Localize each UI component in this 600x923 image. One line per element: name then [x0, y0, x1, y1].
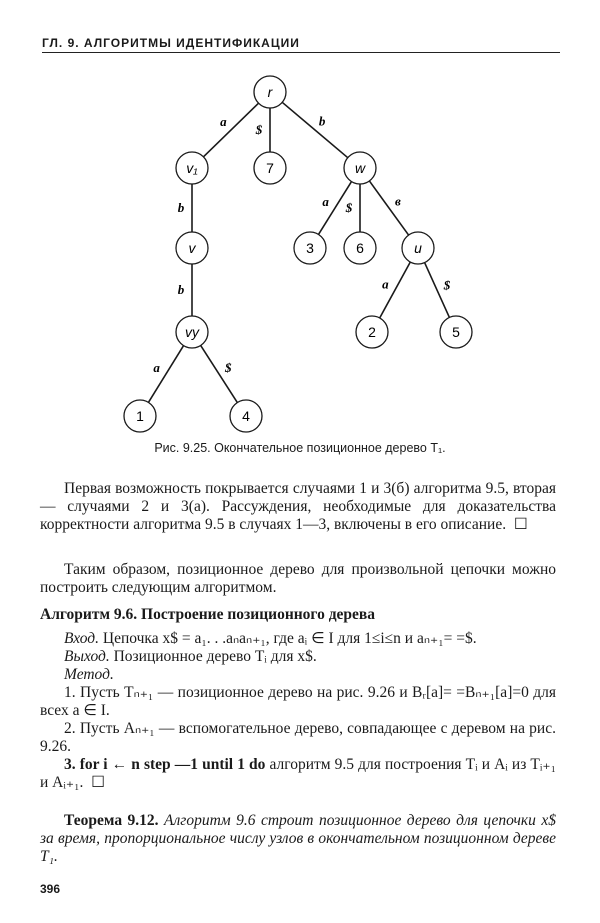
output-label: Выход. — [64, 648, 110, 665]
tree-nodes — [124, 76, 472, 432]
theorem-text: Алгоритм 9.6 строит позиционное дерево для цепочки x$ за время, пропорциональное числу узлов в окончательном позиционном дереве T₁. — [40, 812, 556, 865]
input-label: Вход. — [64, 630, 100, 647]
tree-node-r — [254, 76, 286, 108]
edge-r-w — [282, 102, 348, 157]
qed-mark-2: ☐ — [91, 774, 106, 791]
svg-text:6: 6 — [356, 240, 364, 256]
tree-node-v1 — [176, 152, 208, 184]
algorithm-body — [40, 630, 556, 792]
tree-node-w — [344, 152, 376, 184]
method-label: Метод. — [64, 666, 114, 683]
theorem — [40, 812, 556, 866]
step-1: 1. Пусть Tₙ₊₁ — позиционное дерево на рис. 9.26 и Bᵣ[a]= =Bₙ₊₁[a]=0 для всех a ∈ I. — [40, 684, 556, 719]
svg-text:7: 7 — [266, 160, 274, 176]
tree-node-vy — [176, 316, 208, 348]
tree-node-n3 — [294, 232, 326, 264]
svg-text:v₁: v₁ — [186, 160, 198, 176]
edge-label-u-n2: a — [382, 276, 389, 292]
tree-node-u — [402, 232, 434, 264]
p1-text: Первая возможность покрывается случаями 1 и 3(б) алгоритма 9.5, вторая — случаями 2 и 3(а). Рассуждения, необходимые для доказательства корректности алгоритма 9.5 в случаях 1—3, включены в его описание. — [40, 480, 556, 533]
qed-mark: ☐ — [513, 516, 528, 533]
tree-node-n5 — [440, 316, 472, 348]
tree-node-v — [176, 232, 208, 264]
p2-text: Таким образом, позиционное дерево для произвольной цепочки можно построить следующим алгоритмом. — [40, 561, 556, 596]
input-text: Цепочка x$ = a₁. . .aₙaₙ₊₁, где aᵢ ∈ I для 1≤i≤n и aₙ₊₁= =$. — [102, 630, 477, 647]
svg-text:vy: vy — [185, 324, 199, 340]
theorem-label: Теорема 9.12. — [64, 812, 159, 829]
tree-node-n4 — [230, 400, 262, 432]
figure-caption: Рис. 9.25. Окончательное позиционное дерево T₁. — [154, 441, 446, 455]
step-3-text: алгоритм 9.5 для построения Tᵢ и Aᵢ из Tᵢ₊₁ и Aᵢ₊₁. — [40, 756, 556, 791]
svg-text:5: 5 — [452, 324, 460, 340]
page-number: 396 — [40, 882, 61, 896]
edge-vy-n4 — [201, 345, 238, 402]
tree-node-n7 — [254, 152, 286, 184]
running-header: ГЛ. 9. АЛГОРИТМЫ ИДЕНТИФИКАЦИИ — [42, 36, 300, 50]
edge-label-vy-n4: $ — [225, 360, 232, 376]
paragraph-2 — [40, 561, 556, 597]
edge-label-r-v1: a — [220, 114, 227, 130]
edge-label-u-n5: $ — [443, 277, 451, 293]
svg-text:3: 3 — [306, 240, 314, 256]
tree-node-n1 — [124, 400, 156, 432]
edge-label-v1-v: b — [177, 200, 185, 215]
algorithm-title: Алгоритм 9.6. Построение позиционного дерева — [40, 606, 376, 623]
svg-text:w: w — [354, 160, 366, 176]
edge-label-w-u: в — [394, 193, 401, 209]
edge-label-w-n3: a — [322, 194, 329, 210]
paragraph-1 — [40, 480, 556, 534]
tree-node-n2 — [356, 316, 388, 348]
edge-label-r-w: b — [318, 113, 326, 129]
edge-label-vy-n1: a — [153, 360, 160, 376]
edge-w-u — [369, 181, 408, 235]
svg-text:r: r — [267, 84, 273, 100]
edge-label-v-vy: b — [177, 282, 185, 297]
svg-text:v: v — [188, 240, 196, 256]
edge-r-v1 — [203, 103, 258, 157]
edge-label-w-n6: $ — [345, 200, 353, 215]
step-3-keywords: 3. for i ← n step —1 until 1 do — [64, 756, 266, 773]
svg-text:2: 2 — [368, 324, 376, 340]
svg-text:1: 1 — [136, 408, 144, 424]
svg-text:u: u — [414, 240, 422, 256]
positional-tree-figure — [0, 0, 600, 440]
svg-text:4: 4 — [242, 408, 250, 424]
tree-node-n6 — [344, 232, 376, 264]
output-text: Позиционное дерево Tᵢ для x$. — [113, 648, 317, 665]
step-2: 2. Пусть Aₙ₊₁ — вспомогательное дерево, совпадающее с деревом на рис. 9.26. — [40, 720, 556, 755]
edge-label-r-n7: $ — [255, 122, 263, 137]
